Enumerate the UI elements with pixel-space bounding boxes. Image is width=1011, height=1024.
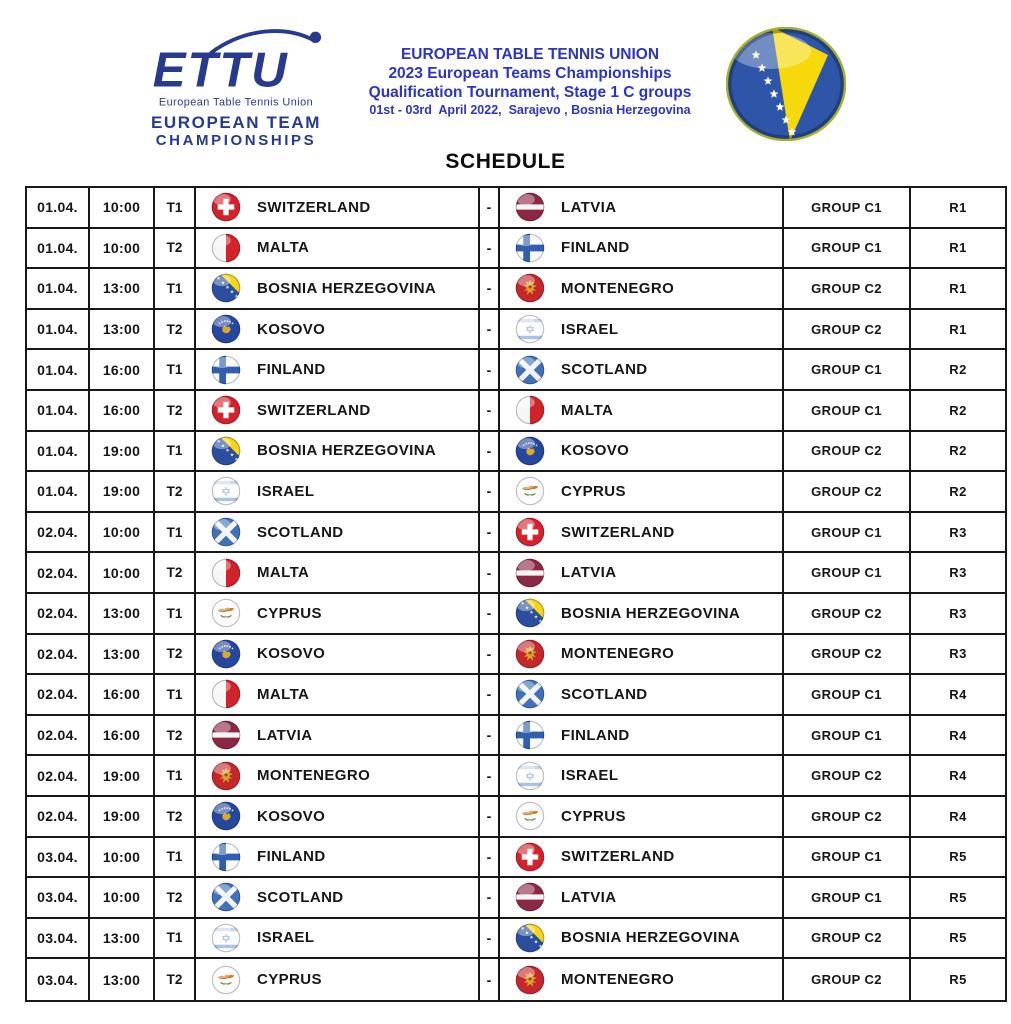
ettu-caption: European Table Tennis Union xyxy=(158,96,314,109)
israel-flag-icon xyxy=(211,476,241,506)
montenegro-flag-icon xyxy=(515,273,545,303)
home-team-cell xyxy=(196,838,480,877)
switzerland-flag-icon xyxy=(515,842,545,872)
vs-separator: - xyxy=(480,878,500,917)
group-label: GROUP C1 xyxy=(784,350,911,389)
home-team-cell xyxy=(196,513,480,552)
schedule-table xyxy=(25,186,1007,1002)
away-team-cell xyxy=(500,472,784,511)
ettu-logo xyxy=(136,26,336,149)
round-label: R1 xyxy=(949,240,967,256)
away-team-name: FINLAND xyxy=(561,239,630,257)
cyprus-flag-icon xyxy=(515,801,545,831)
bosnia-herzegovina-flag-icon xyxy=(515,598,545,628)
home-team-name: MONTENEGRO xyxy=(257,767,371,785)
schedule-row xyxy=(27,432,1005,473)
home-team-cell xyxy=(196,310,480,349)
match-table-number: T1 xyxy=(155,675,196,714)
ettu-acronym: ETTU xyxy=(152,42,289,98)
vs-separator: - xyxy=(480,553,500,592)
home-team-cell xyxy=(196,432,480,471)
vs-separator: - xyxy=(480,675,500,714)
schedule-row xyxy=(27,269,1005,310)
schedule-row xyxy=(27,838,1005,879)
home-team-cell xyxy=(196,229,480,268)
away-team-cell xyxy=(500,391,784,430)
match-time: 10:00 xyxy=(90,229,155,268)
round-label: R3 xyxy=(949,646,967,662)
match-table-number: T2 xyxy=(155,391,196,430)
match-date: 01.04. xyxy=(27,432,90,471)
match-date: 02.04. xyxy=(27,594,90,633)
group-label: GROUP C1 xyxy=(784,188,911,227)
bosnia-herzegovina-flag-icon xyxy=(211,273,241,303)
group-label: GROUP C2 xyxy=(784,959,911,1000)
group-label: GROUP C2 xyxy=(784,635,911,674)
away-team-name: ISRAEL xyxy=(561,320,619,338)
vs-separator: - xyxy=(480,513,500,552)
home-team-name: ISRAEL xyxy=(257,929,315,947)
round-label: R5 xyxy=(949,849,967,865)
home-team-name: KOSOVO xyxy=(257,320,326,338)
cyprus-flag-icon xyxy=(211,598,241,628)
home-team-cell xyxy=(196,472,480,511)
match-time: 13:00 xyxy=(90,959,155,1000)
round-label: R5 xyxy=(949,889,967,905)
match-time: 13:00 xyxy=(90,310,155,349)
away-team-cell xyxy=(500,838,784,877)
group-label: GROUP C1 xyxy=(784,878,911,917)
vs-separator: - xyxy=(480,188,500,227)
match-time: 19:00 xyxy=(90,756,155,795)
match-time: 19:00 xyxy=(90,432,155,471)
match-date: 01.04. xyxy=(27,350,90,389)
away-team-cell xyxy=(500,350,784,389)
schedule-row xyxy=(27,472,1005,513)
scotland-flag-icon xyxy=(211,882,241,912)
round-label: R3 xyxy=(949,565,967,581)
away-team-name: LATVIA xyxy=(561,198,617,216)
away-team-cell xyxy=(500,188,784,227)
vs-separator: - xyxy=(480,635,500,674)
round-label: R3 xyxy=(949,605,967,621)
group-label: GROUP C2 xyxy=(784,594,911,633)
malta-flag-icon xyxy=(211,558,241,588)
scotland-flag-icon xyxy=(515,355,545,385)
home-team-cell xyxy=(196,269,480,308)
group-label: GROUP C1 xyxy=(784,716,911,755)
home-team-cell xyxy=(196,878,480,917)
match-date: 02.04. xyxy=(27,756,90,795)
schedule-row xyxy=(27,229,1005,270)
schedule-row xyxy=(27,635,1005,676)
malta-flag-icon xyxy=(211,679,241,709)
match-date: 02.04. xyxy=(27,553,90,592)
group-label: GROUP C1 xyxy=(784,838,911,877)
round-label: R2 xyxy=(949,483,967,499)
israel-flag-icon xyxy=(211,923,241,953)
schedule-row xyxy=(27,716,1005,757)
finland-flag-icon xyxy=(211,842,241,872)
home-team-name: KOSOVO xyxy=(257,645,326,663)
round-label: R4 xyxy=(949,727,967,743)
home-team-name: SWITZERLAND xyxy=(257,401,371,419)
home-team-name: KOSOVO xyxy=(257,807,326,825)
scotland-flag-icon xyxy=(211,517,241,547)
home-team-cell xyxy=(196,716,480,755)
away-team-name: CYPRUS xyxy=(561,807,626,825)
montenegro-flag-icon xyxy=(515,965,545,995)
match-date: 03.04. xyxy=(27,959,90,1000)
round-label: R1 xyxy=(949,321,967,337)
round-label: R2 xyxy=(949,362,967,378)
round-label: R4 xyxy=(949,768,967,784)
round-label: R1 xyxy=(949,199,967,215)
match-time: 10:00 xyxy=(90,513,155,552)
match-table-number: T1 xyxy=(155,919,196,958)
match-time: 16:00 xyxy=(90,350,155,389)
schedule-title: SCHEDULE xyxy=(445,150,566,173)
away-team-name: LATVIA xyxy=(561,564,617,582)
away-team-cell xyxy=(500,594,784,633)
home-team-cell xyxy=(196,391,480,430)
match-date: 02.04. xyxy=(27,797,90,836)
away-team-name: CYPRUS xyxy=(561,482,626,500)
match-time: 19:00 xyxy=(90,472,155,511)
scotland-flag-icon xyxy=(515,679,545,709)
away-team-cell xyxy=(500,513,784,552)
match-time: 13:00 xyxy=(90,635,155,674)
away-team-name: BOSNIA HERZEGOVINA xyxy=(561,929,741,947)
group-label: GROUP C1 xyxy=(784,391,911,430)
match-table-number: T2 xyxy=(155,878,196,917)
match-date: 02.04. xyxy=(27,635,90,674)
match-table-number: T1 xyxy=(155,513,196,552)
vs-separator: - xyxy=(480,919,500,958)
match-table-number: T1 xyxy=(155,432,196,471)
home-team-cell xyxy=(196,188,480,227)
away-team-name: MONTENEGRO xyxy=(561,645,675,663)
latvia-flag-icon xyxy=(515,558,545,588)
match-date: 03.04. xyxy=(27,919,90,958)
match-time: 16:00 xyxy=(90,675,155,714)
switzerland-flag-icon xyxy=(515,517,545,547)
group-label: GROUP C1 xyxy=(784,675,911,714)
ettu-championships-line1: EUROPEAN TEAM xyxy=(150,113,322,132)
schedule-row xyxy=(27,675,1005,716)
match-table-number: T2 xyxy=(155,472,196,511)
home-team-name: SWITZERLAND xyxy=(257,198,371,216)
home-team-cell xyxy=(196,553,480,592)
home-team-name: MALTA xyxy=(257,685,310,703)
switzerland-flag-icon xyxy=(211,395,241,425)
home-team-name: ISRAEL xyxy=(257,482,315,500)
group-label: GROUP C2 xyxy=(784,919,911,958)
away-team-cell xyxy=(500,878,784,917)
schedule-row xyxy=(27,188,1005,229)
home-team-cell xyxy=(196,594,480,633)
away-team-cell xyxy=(500,675,784,714)
round-label: R2 xyxy=(949,402,967,418)
match-table-number: T2 xyxy=(155,797,196,836)
vs-separator: - xyxy=(480,229,500,268)
bosnia-herzegovina-flag-icon xyxy=(515,923,545,953)
home-team-name: SCOTLAND xyxy=(257,888,344,906)
round-label: R2 xyxy=(949,443,967,459)
away-team-cell xyxy=(500,269,784,308)
away-team-cell xyxy=(500,797,784,836)
schedule-row xyxy=(27,959,1005,1000)
match-table-number: T2 xyxy=(155,635,196,674)
home-team-cell xyxy=(196,635,480,674)
match-date: 01.04. xyxy=(27,188,90,227)
group-label: GROUP C2 xyxy=(784,797,911,836)
event-title-dates-venue: 01st - 03rd April 2022, Sarajevo , Bosnia Herzegovina xyxy=(369,103,691,117)
match-time: 16:00 xyxy=(90,716,155,755)
home-team-name: CYPRUS xyxy=(257,604,322,622)
away-team-name: MONTENEGRO xyxy=(561,971,675,989)
home-team-cell xyxy=(196,919,480,958)
ettu-logo-mark xyxy=(141,26,331,113)
match-table-number: T2 xyxy=(155,553,196,592)
home-team-name: FINLAND xyxy=(257,848,326,866)
away-team-name: MONTENEGRO xyxy=(561,279,675,297)
away-team-cell xyxy=(500,716,784,755)
match-time: 10:00 xyxy=(90,838,155,877)
match-table-number: T2 xyxy=(155,229,196,268)
round-label: R4 xyxy=(949,808,967,824)
vs-separator: - xyxy=(480,350,500,389)
match-table-number: T1 xyxy=(155,188,196,227)
vs-separator: - xyxy=(480,432,500,471)
match-date: 03.04. xyxy=(27,838,90,877)
group-label: GROUP C2 xyxy=(784,432,911,471)
bosnia-herzegovina-flag-icon xyxy=(211,436,241,466)
away-team-name: FINLAND xyxy=(561,726,630,744)
switzerland-flag-icon xyxy=(211,192,241,222)
bosnia-herzegovina-ball-icon xyxy=(726,27,846,141)
match-date: 01.04. xyxy=(27,472,90,511)
home-team-cell xyxy=(196,756,480,795)
match-table-number: T1 xyxy=(155,269,196,308)
vs-separator: - xyxy=(480,756,500,795)
kosovo-flag-icon xyxy=(211,639,241,669)
schedule-row xyxy=(27,878,1005,919)
vs-separator: - xyxy=(480,269,500,308)
schedule-row xyxy=(27,553,1005,594)
away-team-name: LATVIA xyxy=(561,888,617,906)
match-time: 10:00 xyxy=(90,553,155,592)
away-team-name: SCOTLAND xyxy=(561,361,648,379)
malta-flag-icon xyxy=(211,233,241,263)
away-team-cell xyxy=(500,310,784,349)
home-team-name: LATVIA xyxy=(257,726,313,744)
match-table-number: T1 xyxy=(155,350,196,389)
match-table-number: T1 xyxy=(155,594,196,633)
home-team-cell xyxy=(196,350,480,389)
round-label: R4 xyxy=(949,686,967,702)
group-label: GROUP C2 xyxy=(784,310,911,349)
away-team-name: SWITZERLAND xyxy=(561,523,675,541)
match-time: 10:00 xyxy=(90,188,155,227)
vs-separator: - xyxy=(480,310,500,349)
vs-separator: - xyxy=(480,838,500,877)
match-table-number: T2 xyxy=(155,310,196,349)
vs-separator: - xyxy=(480,716,500,755)
match-table-number: T1 xyxy=(155,756,196,795)
match-date: 03.04. xyxy=(27,878,90,917)
round-label: R5 xyxy=(949,972,967,988)
event-title-union: EUROPEAN TABLE TENNIS UNION xyxy=(400,46,660,63)
home-team-name: SCOTLAND xyxy=(257,523,344,541)
home-team-cell xyxy=(196,959,480,1000)
away-team-name: ISRAEL xyxy=(561,767,619,785)
match-date: 02.04. xyxy=(27,675,90,714)
schedule-row xyxy=(27,350,1005,391)
home-team-cell xyxy=(196,797,480,836)
kosovo-flag-icon xyxy=(211,314,241,344)
vs-separator: - xyxy=(480,959,500,1000)
israel-flag-icon xyxy=(515,314,545,344)
group-label: GROUP C1 xyxy=(784,553,911,592)
away-team-name: BOSNIA HERZEGOVINA xyxy=(561,604,741,622)
home-team-name: MALTA xyxy=(257,239,310,257)
match-date: 01.04. xyxy=(27,391,90,430)
montenegro-flag-icon xyxy=(515,639,545,669)
event-title-championships: 2023 European Teams Championships xyxy=(388,65,672,82)
away-team-cell xyxy=(500,635,784,674)
cyprus-flag-icon xyxy=(211,965,241,995)
home-team-name: BOSNIA HERZEGOVINA xyxy=(257,279,437,297)
away-team-name: SWITZERLAND xyxy=(561,848,675,866)
match-time: 13:00 xyxy=(90,269,155,308)
match-time: 13:00 xyxy=(90,594,155,633)
schedule-row xyxy=(27,797,1005,838)
home-team-name: CYPRUS xyxy=(257,971,322,989)
home-team-name: MALTA xyxy=(257,564,310,582)
match-table-number: T2 xyxy=(155,959,196,1000)
match-time: 13:00 xyxy=(90,919,155,958)
schedule-row xyxy=(27,919,1005,960)
round-label: R3 xyxy=(949,524,967,540)
match-date: 01.04. xyxy=(27,269,90,308)
away-team-cell xyxy=(500,959,784,1000)
latvia-flag-icon xyxy=(211,720,241,750)
ettu-championships-line2: CHAMPIONSHIPS xyxy=(155,132,317,149)
away-team-name: SCOTLAND xyxy=(561,685,648,703)
schedule-row xyxy=(27,513,1005,554)
vs-separator: - xyxy=(480,391,500,430)
vs-separator: - xyxy=(480,797,500,836)
ball-dot-icon xyxy=(310,32,321,43)
match-table-number: T1 xyxy=(155,838,196,877)
latvia-flag-icon xyxy=(515,192,545,222)
away-team-cell xyxy=(500,229,784,268)
group-label: GROUP C2 xyxy=(784,269,911,308)
match-date: 02.04. xyxy=(27,716,90,755)
home-team-cell xyxy=(196,675,480,714)
match-table-number: T2 xyxy=(155,716,196,755)
round-label: R5 xyxy=(949,930,967,946)
group-label: GROUP C2 xyxy=(784,756,911,795)
home-team-name: FINLAND xyxy=(257,361,326,379)
away-team-cell xyxy=(500,919,784,958)
schedule-row xyxy=(27,756,1005,797)
round-label: R1 xyxy=(949,280,967,296)
away-team-name: MALTA xyxy=(561,401,614,419)
vs-separator: - xyxy=(480,472,500,511)
kosovo-flag-icon xyxy=(211,801,241,831)
away-team-cell xyxy=(500,756,784,795)
match-time: 19:00 xyxy=(90,797,155,836)
away-team-name: KOSOVO xyxy=(561,442,630,460)
match-time: 16:00 xyxy=(90,391,155,430)
schedule-row xyxy=(27,594,1005,635)
vs-separator: - xyxy=(480,594,500,633)
malta-flag-icon xyxy=(515,395,545,425)
cyprus-flag-icon xyxy=(515,476,545,506)
group-label: GROUP C1 xyxy=(784,513,911,552)
match-date: 01.04. xyxy=(27,310,90,349)
schedule-row xyxy=(27,391,1005,432)
montenegro-flag-icon xyxy=(211,761,241,791)
finland-flag-icon xyxy=(515,233,545,263)
finland-flag-icon xyxy=(515,720,545,750)
match-time: 10:00 xyxy=(90,878,155,917)
away-team-cell xyxy=(500,432,784,471)
home-team-name: BOSNIA HERZEGOVINA xyxy=(257,442,437,460)
match-date: 01.04. xyxy=(27,229,90,268)
group-label: GROUP C1 xyxy=(784,229,911,268)
group-label: GROUP C2 xyxy=(784,472,911,511)
away-team-cell xyxy=(500,553,784,592)
israel-flag-icon xyxy=(515,761,545,791)
event-title-block xyxy=(335,45,725,119)
event-title-stage: Qualification Tournament, Stage 1 C groups xyxy=(368,84,692,101)
schedule-row xyxy=(27,310,1005,351)
finland-flag-icon xyxy=(211,355,241,385)
kosovo-flag-icon xyxy=(515,436,545,466)
latvia-flag-icon xyxy=(515,882,545,912)
match-date: 02.04. xyxy=(27,513,90,552)
